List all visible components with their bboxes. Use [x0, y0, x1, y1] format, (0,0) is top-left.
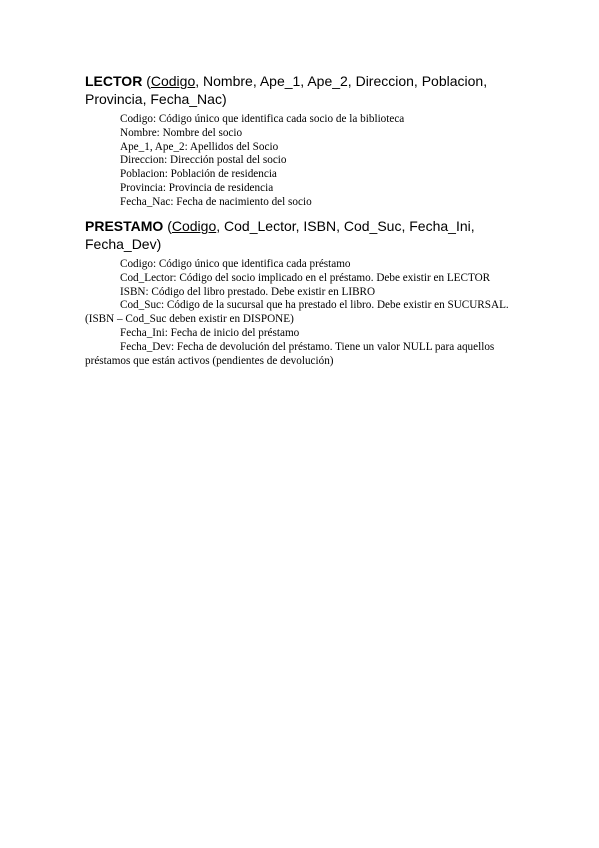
attribute-description: Poblacion: Población de residencia: [120, 168, 277, 181]
attribute-description: Cod_Suc: Código de la sucursal que ha prestado el libro. Debe existir en SUCURSAL. (ISBN – Cod_Suc deben existir en DISPONE): [85, 299, 509, 326]
table-lector-section: [85, 72, 525, 210]
attribute-list: , Nombre, Ape_1, Ape_2, Direccion, Poblacion, Provincia, Fecha_Nac): [85, 73, 488, 107]
primary-key: Codigo: [171, 218, 217, 234]
attribute-description: Ape_1, Ape_2: Apellidos del Socio: [120, 140, 279, 153]
attribute-descriptions: [85, 113, 525, 210]
table-name: LECTOR: [85, 73, 143, 89]
attribute-description: Nombre: Nombre del socio: [120, 126, 243, 139]
attribute-descriptions: [85, 258, 525, 368]
table-prestamo-section: [85, 217, 525, 368]
attribute-description: Fecha_Nac: Fecha de nacimiento del socio: [120, 195, 312, 208]
attrs-open: (: [142, 73, 151, 89]
attribute-description: Fecha_Ini: Fecha de inicio del préstamo: [120, 326, 300, 339]
table-name: PRESTAMO: [85, 218, 164, 234]
table-prestamo-heading: [85, 217, 525, 253]
primary-key: Codigo: [150, 73, 196, 89]
attribute-description: Direccion: Dirección postal del socio: [120, 154, 287, 167]
attribute-description: Fecha_Dev: Fecha de devolución del préstamo. Tiene un valor NULL para aquellos préstamos que están activos (pendientes de devolución): [85, 340, 495, 367]
attrs-open: (: [163, 218, 172, 234]
attribute-list: , Cod_Lector, ISBN, Cod_Suc, Fecha_Ini, Fecha_Dev): [85, 218, 475, 252]
attribute-description: Cod_Lector: Código del socio implicado en el préstamo. Debe existir en LECTOR: [120, 271, 491, 284]
attribute-description: Codigo: Código único que identifica cada socio de la biblioteca: [120, 113, 405, 125]
attribute-description: Codigo: Código único que identifica cada préstamo: [120, 258, 351, 270]
table-lector-heading: [85, 72, 525, 108]
attribute-description: ISBN: Código del libro prestado. Debe existir en LIBRO: [120, 285, 376, 298]
attribute-description: Provincia: Provincia de residencia: [120, 181, 274, 194]
